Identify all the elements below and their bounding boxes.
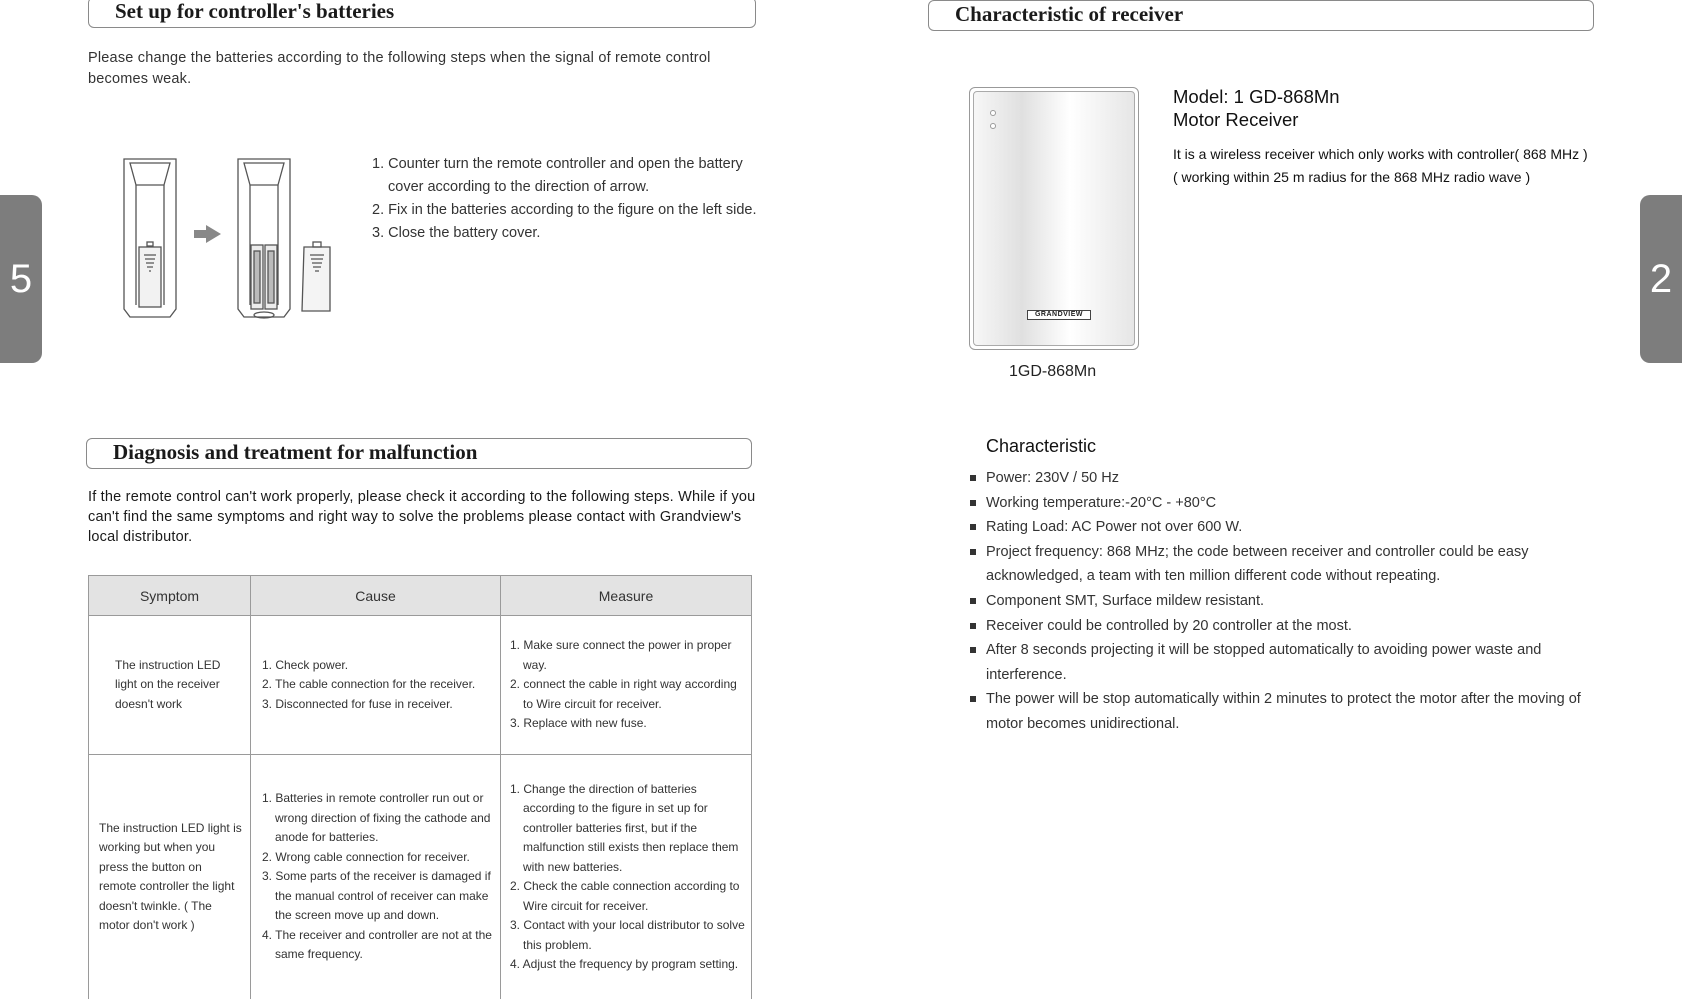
model-line: Model: 1 GD-868Mn (1173, 86, 1340, 107)
page-number-tab-left: 5 (0, 195, 42, 363)
characteristic-item: The power will be stop automatically within 2 minutes to protect the motor after the moving of motor becomes unidirectional. (986, 687, 1606, 736)
batteries-intro (88, 48, 788, 90)
measure-item: 1. Change the direction of batteries according to the figure in set up for controller batteries first, but if the malfunction still exists then replace them with new batteries. (510, 781, 739, 874)
measure-item: 2. connect the cable in right way according to Wire circuit for receiver. (510, 677, 737, 711)
battery-steps-list (372, 153, 772, 245)
batteries-intro-line: becomes weak. (88, 71, 192, 87)
characteristic-item: Receiver could be controlled by 20 controller at the most. (986, 614, 1606, 639)
symptom-text: The instruction LED light on the receiver doesn't work (115, 657, 221, 711)
battery-step: 2. Fix in the batteries according to the figure on the left side. (372, 202, 757, 218)
malfunction-table (88, 575, 752, 999)
battery-cover-icon (302, 242, 330, 311)
diagnosis-intro-line: If the remote control can't work properly, please check it according to the following steps. While if you (88, 489, 756, 505)
measure-cell (501, 616, 752, 755)
symptom-cell (89, 616, 251, 755)
cause-header: Cause (251, 576, 501, 616)
measure-cell (501, 755, 752, 999)
batteries-section-heading: Set up for controller's batteries (88, 0, 756, 28)
measure-item: 1. Make sure connect the power in proper way. (510, 638, 732, 672)
battery-step: 1. Counter turn the remote controller and open the battery cover according to the direction of arrow. (372, 156, 743, 195)
table-row (89, 755, 752, 999)
characteristic-item: Working temperature:-20°C - +80°C (986, 491, 1606, 516)
measure-item: 3. Contact with your local distributor to solve this problem. (510, 918, 745, 952)
cause-cell (251, 755, 501, 999)
characteristic-item: Rating Load: AC Power not over 600 W. (986, 515, 1606, 540)
remote-open-icon (238, 159, 290, 318)
symptom-text: The instruction LED light is working but when you press the button on remote controller the light doesn't twinkle. ( The motor don't work ) (99, 820, 242, 932)
led-indicator-icon (990, 123, 996, 129)
receiver-caption: 1GD-868Mn (1009, 363, 1097, 380)
cause-item: 1. Batteries in remote controller run out or wrong direction of fixing the cathode and anode for batteries. (262, 791, 491, 845)
diagnosis-intro-line: local distributor. (88, 529, 193, 545)
led-indicator-icon (990, 110, 996, 116)
page-number-tab-right: 2 (1640, 195, 1682, 363)
diagnosis-intro-line: can't find the same symptoms and right way to solve the problems please contact with Grandview's (88, 509, 742, 525)
symptom-cell (89, 755, 251, 999)
cause-item: 3. Some parts of the receiver is damaged if the manual control of receiver can make the screen move up and down. (262, 869, 491, 923)
cause-item: 1. Check power. (262, 657, 349, 672)
measure-item: 3. Replace with new fuse. (510, 716, 647, 731)
receiver-image (969, 87, 1139, 350)
product-name: Motor Receiver (1173, 109, 1299, 130)
diagnosis-section-heading: Diagnosis and treatment for malfunction (86, 438, 752, 469)
battery-step: 3. Close the battery cover. (372, 225, 541, 241)
batteries-intro-line: Please change the batteries according to the following steps when the signal of remote control (88, 50, 711, 66)
measure-item: 2. Check the cable connection according to Wire circuit for receiver. (510, 879, 740, 913)
cause-item: 4. The receiver and controller are not at the same frequency. (262, 927, 492, 962)
receiver-description-line: ( working within 25 m radius for the 868 MHz radio wave ) (1173, 169, 1531, 185)
cause-cell (251, 616, 501, 755)
characteristic-title: Characteristic (986, 436, 1097, 456)
characteristic-item: Component SMT, Surface mildew resistant. (986, 589, 1606, 614)
characteristic-item: Power: 230V / 50 Hz (986, 466, 1606, 491)
remote-battery-illustration (118, 155, 338, 327)
table-row (89, 616, 752, 755)
characteristic-item: Project frequency: 868 MHz; the code between receiver and controller could be easy acknowledged, a team with ten million different code without repeating. (986, 540, 1606, 589)
arrow-icon (194, 225, 221, 243)
cause-item: 2. Wrong cable connection for receiver. (262, 849, 470, 864)
characteristics-list (986, 466, 1606, 737)
cause-item: 2. The cable connection for the receiver. (262, 677, 476, 692)
symptom-header: Symptom (89, 576, 251, 616)
receiver-section-heading: Characteristic of receiver (928, 0, 1594, 31)
table-header-row (89, 576, 752, 616)
characteristic-item: After 8 seconds projecting it will be stopped automatically to avoiding power waste and interference. (986, 638, 1606, 687)
measure-header: Measure (501, 576, 752, 616)
diagnosis-intro (88, 487, 808, 547)
brand-plate: GRANDVIEW (1027, 310, 1091, 320)
measure-item: 4. Adjust the frequency by program setting. (510, 957, 739, 971)
remote-closed-icon (124, 159, 176, 317)
receiver-description-line: It is a wireless receiver which only works with controller( 868 MHz ) (1173, 146, 1588, 162)
receiver-body (973, 91, 1135, 346)
cause-item: 3. Disconnected for fuse in receiver. (262, 696, 453, 711)
